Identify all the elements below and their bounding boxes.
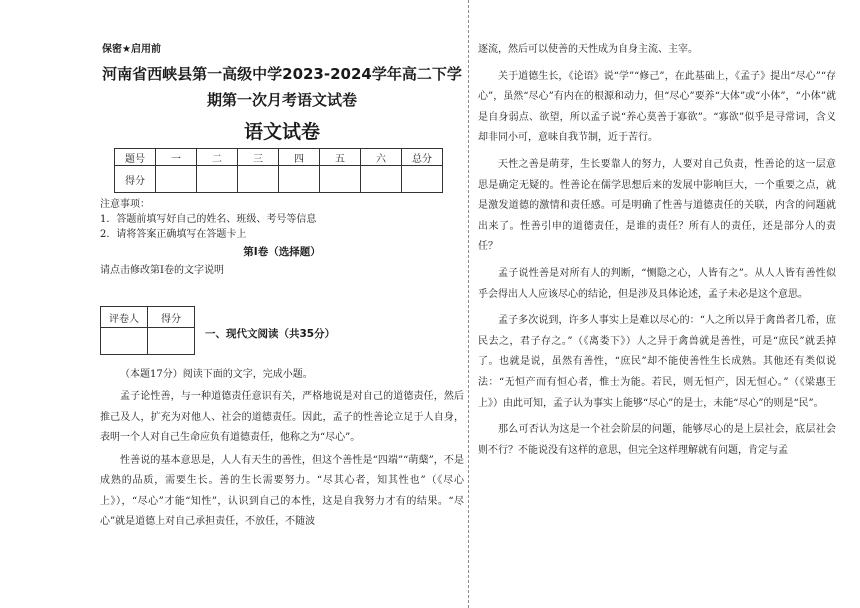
notes-item: 1．答题前填写好自己的姓名、班级、考号等信息 bbox=[100, 214, 317, 225]
score-row-label: 得分 bbox=[115, 166, 156, 193]
passage-paragraph: 关于道德生长，《论语》说“学”“修己”，在此基础上，《孟子》提出“尽心”“存心”，虽然“尽心”有内在的根源和动力，但“尽心”要养“大体”或“小体”，“小体”就是自身弱点、欲望，所以孟子说“养心莫善于寡欲”。“寡欲”似乎是寻常词，含义却非同小可，意味自我节制，近于苦行。 bbox=[478, 70, 836, 144]
passage-paragraph: 天性之善是萌芽，生长要靠人的努力，人要对自己负责，性善论的这一层意思是确定无疑的。性善论在儒学思想后来的发展中影响巨大，一个重要之点，就是激发道德的激情和责任感。可是明确了性善与道德责任的关联，内含的问题就出来了。性善引申的道德责任，是谁的责任？所有人的责任，还是部分人的责任？ bbox=[478, 158, 836, 253]
reviewer-table bbox=[100, 306, 195, 355]
reviewer-score-cell[interactable] bbox=[148, 328, 195, 355]
column-divider bbox=[468, 0, 469, 608]
left-column bbox=[100, 40, 464, 533]
passage-paragraph: 性善说的基本意思是，人人有天生的善性，但这个善性是“四端”“萌蘖”，不是成熟的品质，需要生长。善的生长需要努力。“尽其心者，知其性也”（《尽心上》），“尽心”才能“知性”，认识到自己的本性，这是自我努力才有的结果。“尽心”就是道德上对自己承担责任，不放任，不随波 bbox=[100, 454, 464, 527]
passage-paragraph: 逐流，然后可以使善的天性成为自身主流、主宰。 bbox=[478, 44, 698, 55]
question-intro: （本题17分）阅读下面的文字，完成小题。 bbox=[120, 369, 313, 380]
score-table-header: 二 bbox=[197, 149, 238, 166]
passage-paragraph: 那么可否认为这是一个社会阶层的问题，能够尽心的是上层社会，底层社会则不行？不能说没有这样的意思，但完全这样理解就有问题，肯定与孟 bbox=[478, 424, 836, 456]
confidential-mark: 保密★启用前 bbox=[102, 44, 161, 55]
subject-title: 语文试卷 bbox=[243, 121, 320, 143]
score-table-header: 三 bbox=[238, 149, 279, 166]
score-cell[interactable] bbox=[197, 166, 238, 193]
score-table-header: 一 bbox=[156, 149, 197, 166]
score-table bbox=[114, 148, 443, 193]
exam-title-line-2: 期第一次月考语文试卷 bbox=[206, 91, 357, 109]
score-cell[interactable] bbox=[320, 166, 361, 193]
notes-heading: 注意事项： bbox=[100, 199, 150, 210]
section-title: 第Ⅰ卷（选择题） bbox=[243, 246, 321, 258]
passage-paragraph: 孟子多次说到，许多人事实上是难以尽心的：“人之所以异于禽兽者几希，庶民去之，君子存之。”（《离娄下》）人之异于禽兽就是善性，可是“庶民”就丢掉了。也就是说，虽然有善性，“庶民”却不能使善性生长成熟。其他还有类似说法：“无恒产而有恒心者，惟士为能。若民，则无恒产，因无恒心。”（《梁惠王上》）由此可知，孟子认为事实上能够“尽心”的是士，未能“尽心”的则是“民”。 bbox=[478, 315, 836, 409]
reviewer-label: 评卷人 bbox=[101, 307, 148, 328]
score-table-header: 五 bbox=[320, 149, 361, 166]
score-cell[interactable] bbox=[156, 166, 197, 193]
score-cell[interactable] bbox=[402, 166, 443, 193]
score-table-header: 题号 bbox=[115, 149, 156, 166]
right-column bbox=[478, 40, 836, 467]
notes-block bbox=[100, 197, 464, 242]
part-title: 一、现代文阅读（共35分） bbox=[205, 328, 336, 340]
score-table-header: 总分 bbox=[402, 149, 443, 166]
score-cell[interactable] bbox=[361, 166, 402, 193]
score-table-header: 四 bbox=[279, 149, 320, 166]
score-table-header: 六 bbox=[361, 149, 402, 166]
reviewer-cell[interactable] bbox=[101, 328, 148, 355]
passage-paragraph: 孟子说性善是对所有人的判断，“恻隐之心，人皆有之”。从人人皆有善性似乎会得出人人应该尽心的结论，但是涉及具体论述，孟子未必是这个意思。 bbox=[478, 267, 836, 300]
score-cell[interactable] bbox=[238, 166, 279, 193]
exam-title-line-1: 河南省西峡县第一高级中学2023-2024学年高二下学 bbox=[102, 65, 462, 83]
passage-paragraph: 孟子论性善，与一种道德责任意识有关，严格地说是对自己的道德责任，然后推己及人，扩充为对他人、社会的道德责任。因此，孟子的性善论立足于人自身，表明一个人对自己生命应负有道德责任，他称之为“尽心”。 bbox=[100, 391, 464, 443]
reviewer-score-label: 得分 bbox=[148, 307, 195, 328]
notes-item: 2．请将答案正确填写在答题卡上 bbox=[100, 229, 247, 240]
reviewer-block bbox=[100, 306, 464, 355]
score-cell[interactable] bbox=[279, 166, 320, 193]
section-hint[interactable]: 请点击修改第Ⅰ卷的文字说明 bbox=[100, 265, 224, 276]
